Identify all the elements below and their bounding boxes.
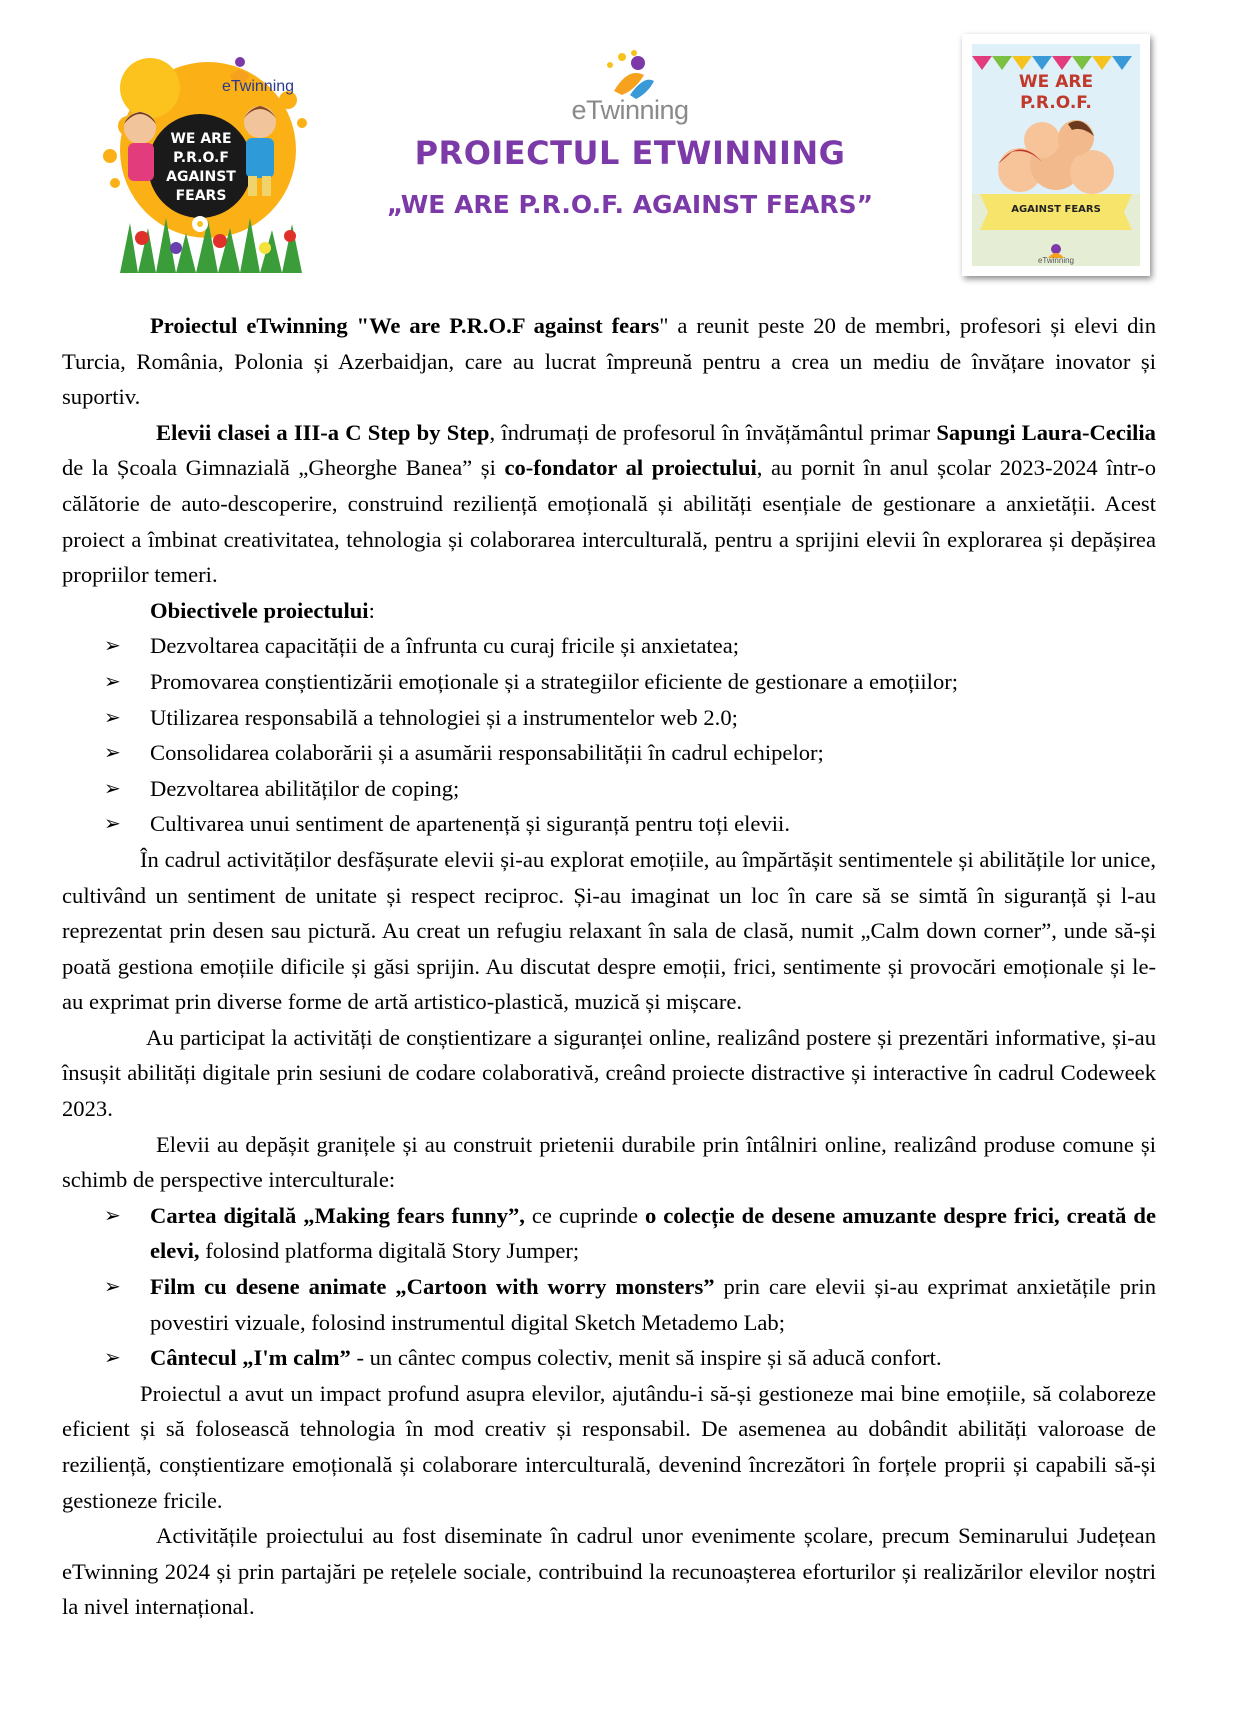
bold-text: Cântecul „I'm calm” [150, 1345, 351, 1371]
paragraph-online-safety: Au participat la activități de conștientizare a siguranței online, realizând postere și prezentări informative, și-au însușit abilități digitale prin sesiuni de codare colaborativă, creând proiecte distractive și interactive în cadrul Codeweek 2023. [62, 1024, 1156, 1122]
arrow-bullet-icon: ➢ [104, 704, 121, 729]
arrow-bullet-icon: ➢ [104, 1274, 121, 1299]
arrow-bullet-icon: ➢ [104, 1202, 121, 1227]
page-subtitle: „WE ARE P.R.O.F. AGAINST FEARS” [386, 190, 874, 219]
poster-title-line: WE ARE [1018, 72, 1094, 92]
list-item [62, 700, 1156, 736]
paragraph-students [62, 415, 1156, 593]
left-logo-line: AGAINST [166, 169, 236, 185]
list-item-text: Consolidarea colaborării și a asumării responsabilității în cadrul echipelor; [150, 740, 824, 766]
text: - un cântec compus colectiv, menit să inspire și să aducă confort. [350, 1345, 942, 1371]
text: , au pornit în anul școlar 2023-2024 într-o călătorie de auto-descoperire, construind reziliență emoțională și abilități esențiale de gestionare a anxietății. Acest proiect a îmbinat creativitatea, tehnologia și colaborarea interculturală, pentru a sprijini elevii în explorarea și depășirea propriilor temeri. [62, 455, 1157, 588]
left-logo-line: FEARS [175, 188, 227, 204]
arrow-bullet-icon: ➢ [104, 811, 121, 836]
list-item [62, 1198, 1156, 1269]
list-item-text: Promovarea conștientizării emoționale și a strategiilor eficiente de gestionare a emoțiilor; [150, 668, 959, 694]
arrow-bullet-icon: ➢ [104, 740, 121, 765]
paragraph-activities: În cadrul activităților desfășurate elevii și-au explorat emoțiile, au împărtășit sentimentele și abilitățile lor unice, cultivând un sentiment de unitate și respect reciproc. Și-au imaginat un loc în care să se simtă în siguranță și l-au reprezentat prin desen sau pictură. Au creat un refugiu relaxant în sala de clasă, numit „Calm down corner”, unde să-și poată gestiona emoțiile dificile și găsi sprijin. Au discutat despre emoții, frici, sentimente și provocări emoționale și le-au exprimat prin diverse forme de artă artistico-plastică, muzică și mișcare. [62, 846, 1156, 1015]
paragraph-dissemination: Activitățile proiectului au fost diseminate în cadrul unor evenimente școlare, precum Seminarului Județean eTwinning 2024 și prin partajări pe rețelele sociale, contribuind la recunoașterea eforturilor și realizărilor elevilor noștri la nivel internațional. [62, 1523, 1156, 1620]
list-item [62, 664, 1156, 700]
arrow-bullet-icon: ➢ [104, 775, 121, 800]
paragraph-friendships: Elevii au depășit granițele și au construit prietenii durabile prin întâlniri online, realizând produse comune și schimb de perspective interculturale: [62, 1131, 1156, 1193]
bold-text: Cartea digitală „Making fears funny”, [150, 1202, 525, 1228]
text: ce cuprinde [524, 1202, 645, 1228]
poster-title [972, 72, 1140, 114]
objectives-heading [62, 593, 1156, 629]
arrow-bullet-icon: ➢ [104, 633, 121, 658]
list-item [62, 1269, 1156, 1340]
paragraph-impact: Proiectul a avut un impact profund asupra elevilor, ajutându-i să-și gestioneze mai bine emoțiile, să colaboreze eficient și să folosească tehnologia în mod creativ și responsabil. De asemenea au dobândit abilități valoroase de reziliență, conștientizare emoțională și colaborare interculturală, devenind încrezători în forțele proprii și capabili să-și gestioneze fricile. [62, 1380, 1156, 1513]
bold-text: o colecție de desene amuzante despre frici, creată de elevi, [150, 1202, 1156, 1264]
list-item-text: Dezvoltarea abilităților de coping; [150, 775, 460, 801]
list-item-text: Utilizarea responsabilă a tehnologiei și a instrumentelor web 2.0; [150, 704, 738, 730]
list-item [62, 628, 1156, 664]
etwinning-logo-center [570, 45, 690, 127]
project-poster-art [972, 44, 1140, 266]
bold-text: Sapungi Laura-Cecilia [936, 419, 1156, 445]
bold-text: Film cu desene animate „Cartoon with worry monsters” [150, 1274, 715, 1300]
list-item-text: Dezvoltarea capacității de a înfrunta cu curaj fricile și anxietatea; [150, 633, 739, 659]
text: de la Școala Gimnazială „Gheorghe Banea” și [62, 455, 505, 481]
left-logo-line: P.R.O.F [173, 150, 229, 166]
etwinning-figure-icon [570, 45, 690, 100]
left-logo-brand: eTwinning [222, 78, 295, 95]
article-body [62, 308, 1156, 1625]
bold-text: co-fondator al proiectului [504, 455, 757, 481]
poster-title-line: P.R.O.F. [1020, 93, 1092, 113]
list-item [62, 771, 1156, 807]
text: , îndrumați de profesorul în învățământul primar [489, 419, 937, 445]
poster-banner-text: AGAINST FEARS [1011, 204, 1101, 215]
list-item [62, 735, 1156, 771]
bold-text: Elevii clasei a III-a C Step by Step [156, 419, 490, 445]
text: prin care elevii și-au exprimat anxietățile prin povestiri vizuale, folosind instrumentul digital Sketch Metademo Lab; [150, 1274, 1157, 1335]
list-item [62, 806, 1156, 842]
header [0, 0, 1240, 300]
list-item-text: Cultivarea unui sentiment de apartenență și siguranță pentru toți elevii. [150, 811, 790, 837]
list-item [62, 1340, 1156, 1376]
arrow-bullet-icon: ➢ [104, 1345, 121, 1370]
arrow-bullet-icon: ➢ [104, 668, 121, 693]
poster-brand: eTwinning [1037, 256, 1075, 265]
page-title: PROIECTUL ETWINNING [414, 134, 846, 172]
center-logo-text: eTwinning [571, 95, 689, 125]
bold-text: Proiectul eTwinning "We are P.R.O.F against fears [150, 313, 660, 338]
text: " a reunit peste 20 de membri, profesori și elevi din Turcia, România, Polonia și Azerbaidjan, care au lucrat împreună pentru a crea un mediu de învățare inovator și suportiv. [62, 313, 1156, 410]
left-logo-title [156, 130, 246, 206]
text: : [368, 597, 375, 623]
text: folosind platforma digitală Story Jumper; [199, 1238, 580, 1264]
project-logo-left [90, 48, 325, 273]
left-logo-line: WE ARE [170, 131, 232, 147]
objectives-list [62, 628, 1156, 842]
paragraph-intro [62, 308, 1156, 415]
project-poster-right [962, 34, 1150, 276]
bold-text: Obiectivele proiectului [150, 597, 369, 623]
products-list [62, 1198, 1156, 1376]
